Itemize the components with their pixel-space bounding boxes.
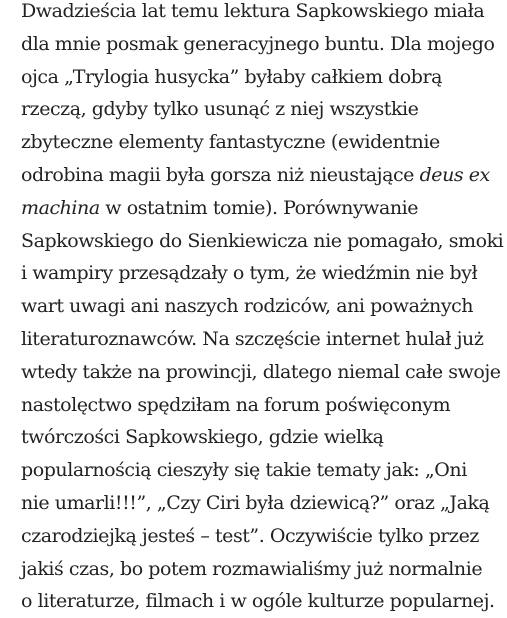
text-line [21, 61, 501, 94]
text-line [21, 585, 501, 618]
text-line [21, 454, 501, 487]
text-line [21, 93, 501, 126]
text-line [21, 553, 501, 586]
text-run: i wampiry przesądzały o tym, że wiedźmin nie był [21, 262, 478, 285]
text-line [21, 159, 501, 192]
text-run: w ostatnim tomie). Porównywanie [99, 196, 419, 219]
text-run: nie umarli!!!”, „Czy Ciri była dziewicą?” oraz „Jaką [21, 491, 490, 514]
article-paragraph [21, 0, 504, 618]
text-run: jakiś czas, bo potem rozmawialiśmy już normalnie [21, 557, 483, 580]
text-line [21, 421, 501, 454]
text-run: o literaturze, filmach i w ogóle kulturze popularnej. [21, 590, 495, 613]
text-run: odrobina magii była gorsza niż nieustające [21, 163, 420, 186]
italic-phrase: deus ex [419, 163, 490, 186]
text-line [21, 323, 501, 356]
text-run: wart uwagi ani naszych rodziców, ani poważnych [21, 295, 474, 318]
text-run: literaturoznawców. Na szczęście internet hulał już [21, 327, 484, 350]
text-run: czarodziejką jesteś – test”. Oczywiście tylko przez [21, 524, 479, 547]
text-run: twórczości Sapkowskiego, gdzie wielką [21, 426, 384, 449]
text-line [21, 389, 501, 422]
italic-phrase: machina [21, 196, 100, 219]
text-run: zbyteczne elementy fantastyczne (ewidentnie [21, 131, 440, 154]
text-line [21, 487, 501, 520]
text-line [21, 0, 501, 28]
text-line [21, 192, 501, 225]
text-line [21, 28, 501, 61]
text-line [21, 520, 501, 553]
text-run: rzeczą, gdyby tylko usunąć z niej wszystkie [21, 98, 419, 121]
text-run: wtedy także na prowincji, dlatego niemal całe swoje [21, 360, 501, 383]
text-line [21, 356, 501, 389]
text-run: popularnością cieszyły się takie tematy jak: „Oni [21, 459, 467, 482]
text-line [21, 290, 501, 323]
text-run: dla mnie posmak generacyjnego buntu. Dla mojego [21, 32, 495, 55]
text-run: ojca „Trylogia husycka” byłaby całkiem dobrą [21, 65, 443, 88]
text-line [21, 225, 504, 258]
text-line [21, 126, 501, 159]
text-run: nastolęctwo spędziłam na forum poświęconym [21, 393, 451, 416]
text-line [21, 257, 501, 290]
text-run: Dwadzieścia lat temu lektura Sapkowskiego miała [21, 0, 485, 22]
text-run: Sapkowskiego do Sienkiewicza nie pomagało, smoki [21, 229, 504, 252]
